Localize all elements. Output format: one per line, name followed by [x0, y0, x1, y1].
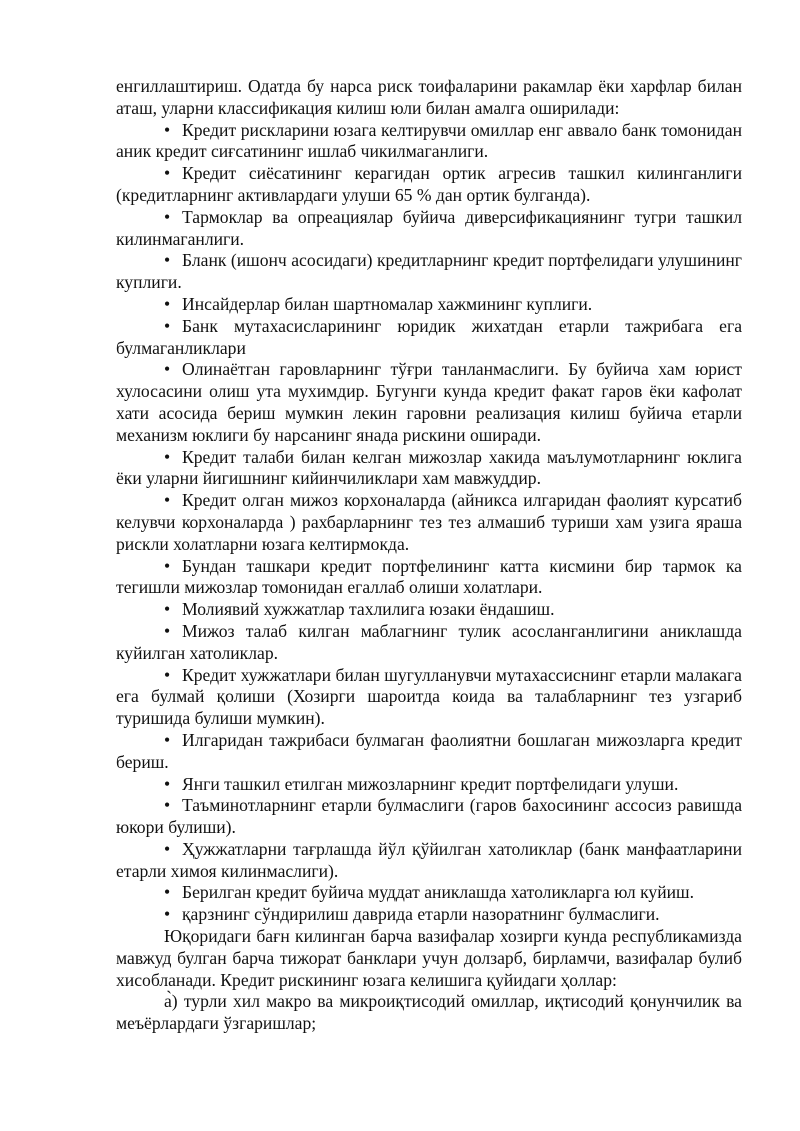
list-item — [116, 250, 742, 294]
list-item-text: Инсайдерлар билан шартномалар хажмининг куплиги. — [182, 293, 593, 314]
bullet-icon: • — [164, 359, 171, 380]
bullet-icon: • — [164, 729, 171, 750]
list-item-text: Ҳужжатларни тағрлашда йўл қўйилган хатоликлар (банк манфаатларини етарли химоя килинмаслиги). — [116, 838, 742, 881]
bullet-icon: • — [164, 490, 171, 511]
bullet-icon: • — [164, 599, 171, 620]
list-item — [116, 490, 742, 555]
bullet-icon: • — [164, 882, 171, 903]
list-item-text: қарзнинг сўндирилиш даврида етарли назоратнинг булмаслиги. — [182, 904, 660, 925]
list-item — [116, 621, 742, 665]
list-item — [116, 316, 742, 360]
list-item — [116, 774, 742, 796]
bullet-icon: • — [164, 664, 171, 685]
list-item-text: Янги ташкил етилган мижозларнинг кредит портфелидаги улуши. — [182, 773, 679, 794]
bullet-icon: • — [164, 293, 171, 314]
list-item — [116, 730, 742, 774]
list-item-a: а̀) турли хил макро ва микроиқтисодий омиллар, иқтисодий қонунчилик ва меъёрлардаги ўзгаришлар; — [116, 991, 742, 1034]
list-item-text: Мижоз талаб килган маблагнинг тулик асосланганлигини аниклашда куйилган хатоликлар. — [116, 620, 742, 663]
list-item — [116, 447, 742, 491]
list-item-text: Кредит талаби билан келган мижозлар хакида маълумотларнинг юклига ёки уларни йигишнинг кийинчиликлари хам мавжуддир. — [116, 446, 742, 489]
document-body — [116, 76, 742, 1035]
bullet-icon: • — [164, 555, 171, 576]
list-item — [116, 599, 742, 621]
bullet-icon: • — [164, 206, 171, 227]
bullet-icon: • — [164, 904, 171, 925]
list-item-text: Олинаётган гаровларнинг тўғри танланмаслиги. Бу буйича хам юрист хулосасини олиш ута мухимдир. Бугунги кунда кредит факат гаров ёки кафолат хати асосида бериш мумкин лекин гаровни реализация килиш буйича етарли механизм юклиги бу нарсанинг янада рискини оширади. — [116, 359, 742, 445]
list-item-text: Илгаридан тажрибаси булмаган фаолиятни бошлаган мижозларга кредит бериш. — [116, 729, 742, 772]
bullet-icon: • — [164, 446, 171, 467]
list-item-text: Бундан ташкари кредит портфелининг катта кисмини бир тармок ка тегишли мижозлар томонидан егаллаб олиши холатлари. — [116, 555, 742, 598]
list-item — [116, 795, 742, 839]
list-item-text: Кредит сиёсатининг керагидан ортик агресив ташкил килинганлиги (кредитларнинг активлардаги улуши 65 % дан ортик булганда). — [116, 163, 742, 205]
list-item-text: Банк мутахасисларининг юридик жихатдан етарли тажрибага ега булмаганликлари — [116, 315, 742, 358]
bullet-icon: • — [164, 119, 171, 140]
body-paragraph: Юқоридаги бағн килинган барча вазифалар хозирги кунда республикамизда мавжуд булган барча тижорат банклари учун долзарб, бирламчи, вазифалар булиб хисобланади. Кредит рискининг юзага келишига қуйидаги ҳоллар: — [116, 926, 742, 990]
list-item — [116, 294, 742, 316]
list-item — [116, 359, 742, 446]
list-item-text: Кредит рискларини юзага келтирувчи омиллар енг аввало банк томонидан аник кредит сиғсатининг ишлаб чикилмаганлиги. — [116, 119, 742, 162]
list-item — [116, 163, 742, 207]
list-item — [116, 665, 742, 730]
intro-paragraph: енгиллаштириш. Одатда бу нарса риск тоифаларини ракамлар ёки харфлар билан аташ, уларни классификация килиш юли билан амалга оширилади: — [116, 76, 742, 118]
list-item — [116, 120, 742, 164]
list-item-text: Бланк (ишонч асосидаги) кредитларнинг кредит портфелидаги улушининг куплиги. — [116, 250, 742, 293]
bullet-icon: • — [164, 250, 171, 271]
list-item — [116, 207, 742, 251]
bullet-icon: • — [164, 773, 171, 794]
list-item-text: Кредит олган мижоз корхоналарда (айникса илгаридан фаолият курсатиб келувчи корхоналарда ) рахбарларнинг тез тез алмашиб туриши хам узига яраша рискли холатларни юзага келтирмокда. — [116, 490, 742, 554]
list-item — [116, 556, 742, 600]
list-item-text: Таъминотларнинг етарли булмаслиги (гаров бахосининг ассосиз равишда юкори булиши). — [116, 795, 742, 838]
bullet-icon: • — [164, 315, 171, 336]
bullet-icon: • — [164, 838, 171, 859]
list-item — [116, 904, 742, 926]
list-item — [116, 839, 742, 883]
list-item-text: Тармоклар ва опреациялар буйича диверсификациянинг тугри ташкил килинмаганлиги. — [116, 206, 742, 249]
list-item-text: Берилган кредит буйича муддат аниклашда хатоликларга юл куйиш. — [182, 882, 694, 903]
bullet-icon: • — [164, 163, 171, 184]
list-item-text: Кредит хужжатлари билан шугулланувчи мутахассиснинг етарли малакага ега булмай қолиши (Хозирги шароитда коида ва талабларнинг тез узгариб туришида булиши мумкин). — [116, 664, 742, 729]
bullet-icon: • — [164, 620, 171, 641]
list-item — [116, 882, 742, 904]
bullet-icon: • — [164, 795, 171, 816]
list-item-text: Молиявий хужжатлар тахлилига юзаки ёндашиш. — [182, 599, 555, 620]
